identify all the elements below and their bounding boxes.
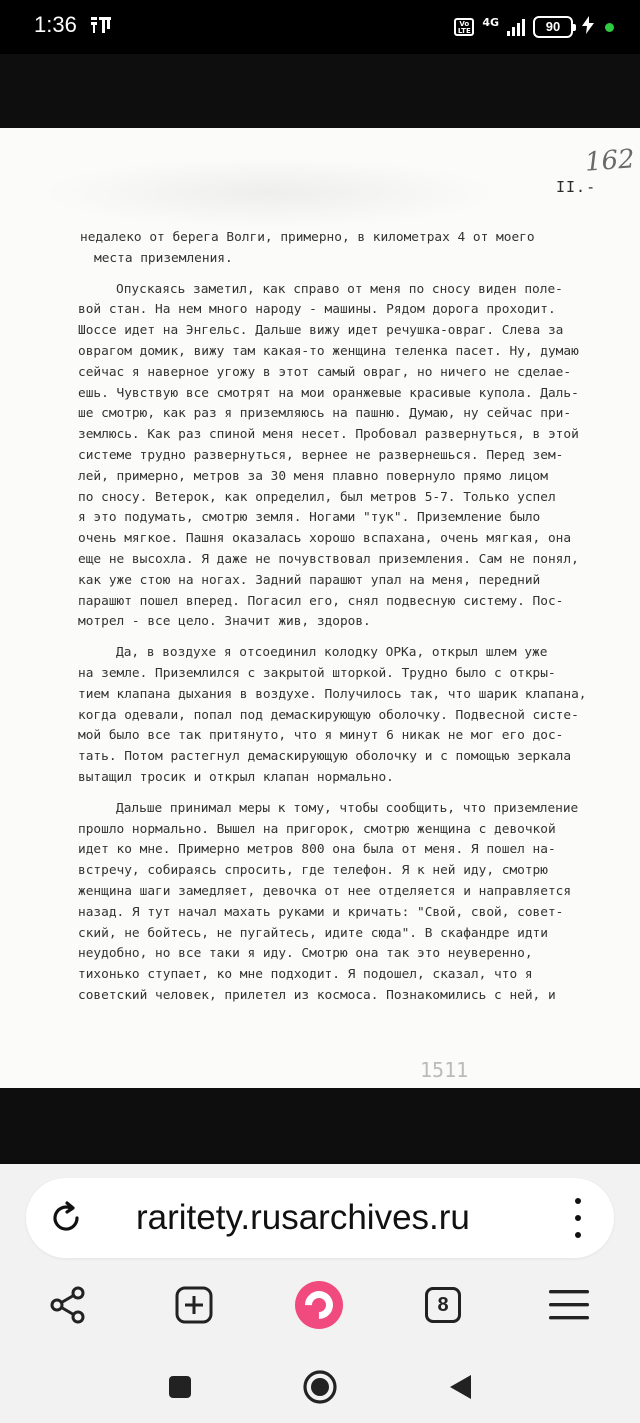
paragraph-gap: [80, 633, 636, 643]
home-circle-icon: [302, 1369, 338, 1405]
back-triangle-icon: [447, 1373, 473, 1401]
volte-icon: Vo LTE: [454, 18, 474, 36]
tabs-count: 8: [425, 1287, 461, 1323]
page-number: II.-: [556, 178, 597, 196]
document-line: места приземления.: [94, 250, 233, 266]
battery-indicator: 90: [533, 16, 573, 38]
assistant-button[interactable]: [294, 1276, 344, 1334]
document-line: оврагом домик, вижу там какая-то женщина теленка пасет. Ну, думаю: [78, 343, 579, 359]
address-bar[interactable]: [26, 1178, 614, 1258]
document-text: [80, 228, 636, 1007]
status-bar: [0, 0, 640, 54]
document-page[interactable]: [0, 128, 640, 1088]
charging-icon: [581, 16, 595, 38]
back-button[interactable]: [440, 1367, 480, 1407]
share-button[interactable]: [43, 1276, 93, 1334]
viewer-bottom-frame: [0, 1088, 640, 1164]
url-text[interactable]: raritety.rusarchives.ru: [136, 1198, 470, 1237]
document-line: лей, примерно, метров за 30 меня плавно повернуло прямо лицом: [78, 468, 548, 484]
document-line: по сносу. Ветерок, как определил, был метров 5-7. Только успел: [78, 489, 556, 505]
document-line: системе трудно развернуться, вернее не развернешься. Перед зем-: [78, 447, 564, 463]
browser-bottom-bar: [0, 1164, 640, 1423]
tabs-button[interactable]: [418, 1276, 468, 1334]
document-line: встречу, собираясь спросить, где телефон. Я к ней иду, смотрю: [78, 863, 548, 879]
archive-folio-number: 162: [584, 144, 636, 178]
document-line: вой стан. На нем много народу - машины. Рядом дорога проходит.: [78, 302, 556, 318]
document-line: советский человек, прилетел из космоса. Познакомились с ней, и: [78, 987, 556, 1003]
footer-stamp: 1511: [420, 1058, 469, 1082]
new-tab-button[interactable]: [169, 1276, 219, 1334]
document-line: тать. Потом растегнул демаскирующую оболочку и с помощью зеркала: [78, 749, 572, 765]
document-line: тихонько ступает, ко мне подходит. Я подошел, сказал, что я: [78, 967, 533, 983]
reload-icon[interactable]: [48, 1200, 84, 1236]
more-vertical-icon[interactable]: [572, 1198, 584, 1238]
document-line: на земле. Приземлился с закрытой шторкой. Трудно было с откры-: [78, 665, 556, 681]
recents-button[interactable]: [160, 1367, 200, 1407]
document-line: когда одевали, попал под демаскирующую оболочку. Подвесной систе-: [78, 707, 579, 723]
viewer-top-frame: [0, 54, 640, 128]
document-line: недалеко от берега Волги, примерно, в километрах 4 от моего: [80, 230, 535, 245]
document-line: тием клапана дыхания в воздухе. Получилось так, что шарик клапана,: [78, 686, 587, 702]
scan-smudge: [40, 158, 500, 228]
document-line: ешь. Чувствую все смотрят на мои оранжевые красивые купола. Даль-: [78, 385, 579, 401]
document-line: неудобно, но все таки я иду. Смотрю она так это неуверенно,: [78, 946, 533, 962]
document-line: парашют пошел вперед. Погасил его, снял подвесную систему. Пос-: [78, 593, 564, 609]
signal-strength-icon: [507, 18, 525, 36]
browser-menu-button[interactable]: [544, 1276, 594, 1334]
document-line: сейчас я наверное угожу в этот самый овраг, но ничего не сделае-: [78, 364, 572, 380]
document-line: Шоссе идет на Энгельс. Дальше вижу идет речушка-овраг. Слева за: [78, 323, 564, 339]
system-navigation-bar: [0, 1359, 640, 1423]
browser-toolbar: [0, 1276, 640, 1334]
document-line: ский, не бойтесь, не пугайтесь, идите сюда". В скафандре идти: [78, 925, 548, 941]
document-line: мотрел - все цело. Значит жив, здоров.: [78, 614, 371, 630]
document-line: вытащил тросик и открыл клапан нормально.: [78, 769, 394, 785]
paragraph-gap: [80, 270, 636, 280]
document-line: идет ко мне. Примерно метров 800 она была от меня. Я пошел на-: [78, 842, 556, 858]
hamburger-menu-icon: [548, 1288, 590, 1322]
document-line: очень мягкое. Пашня оказалась хорошо вспахана, очень мягкая, она: [78, 531, 572, 547]
status-time: 1:36: [34, 12, 77, 37]
new-tab-icon: [174, 1285, 214, 1325]
document-line: мой было все так притянуто, что я минут 6 никак не мог его дос-: [78, 728, 564, 744]
document-line: Дальше принимал меры к тому, чтобы сообщить, что приземление: [116, 800, 579, 816]
share-icon: [48, 1285, 88, 1325]
paragraph-gap: [80, 789, 636, 799]
home-button[interactable]: [300, 1367, 340, 1407]
document-line: как уже стою на ногах. Задний парашют упал на меня, передний: [78, 572, 541, 588]
document-line: землюсь. Как раз спиной меня несет. Пробовал развернуться, в этой: [78, 427, 579, 443]
document-line: Да, в воздухе я отсоединил колодку ОРКа, открыл шлем уже: [116, 645, 548, 661]
app-notification-icon: [90, 15, 112, 35]
status-indicators: [454, 14, 614, 40]
document-line: прошло нормально. Вышел на пригорок, смотрю женщина с девочкой: [78, 821, 556, 837]
document-line: назад. Я тут начал махать руками и кричать: "Свой, свой, совет-: [78, 904, 564, 920]
recents-square-icon: [167, 1374, 193, 1400]
document-line: Опускаясь заметил, как справо от меня по сносу виден поле-: [116, 281, 563, 297]
document-line: я это подумать, смотрю земля. Ногами "тук". Приземление было: [78, 510, 541, 526]
document-line: ше смотрю, как раз я приземляюсь на пашню. Думаю, ну сейчас при-: [78, 406, 572, 422]
privacy-indicator-dot: [605, 23, 614, 32]
document-line: женщина шаги замедляет, девочка от нее отделяется и направляется: [78, 883, 572, 899]
network-type: 4G: [482, 16, 499, 29]
alice-assistant-icon: [295, 1281, 343, 1329]
document-line: еще не высохла. Я даже не почувствовал приземления. Сам не понял,: [78, 551, 579, 567]
